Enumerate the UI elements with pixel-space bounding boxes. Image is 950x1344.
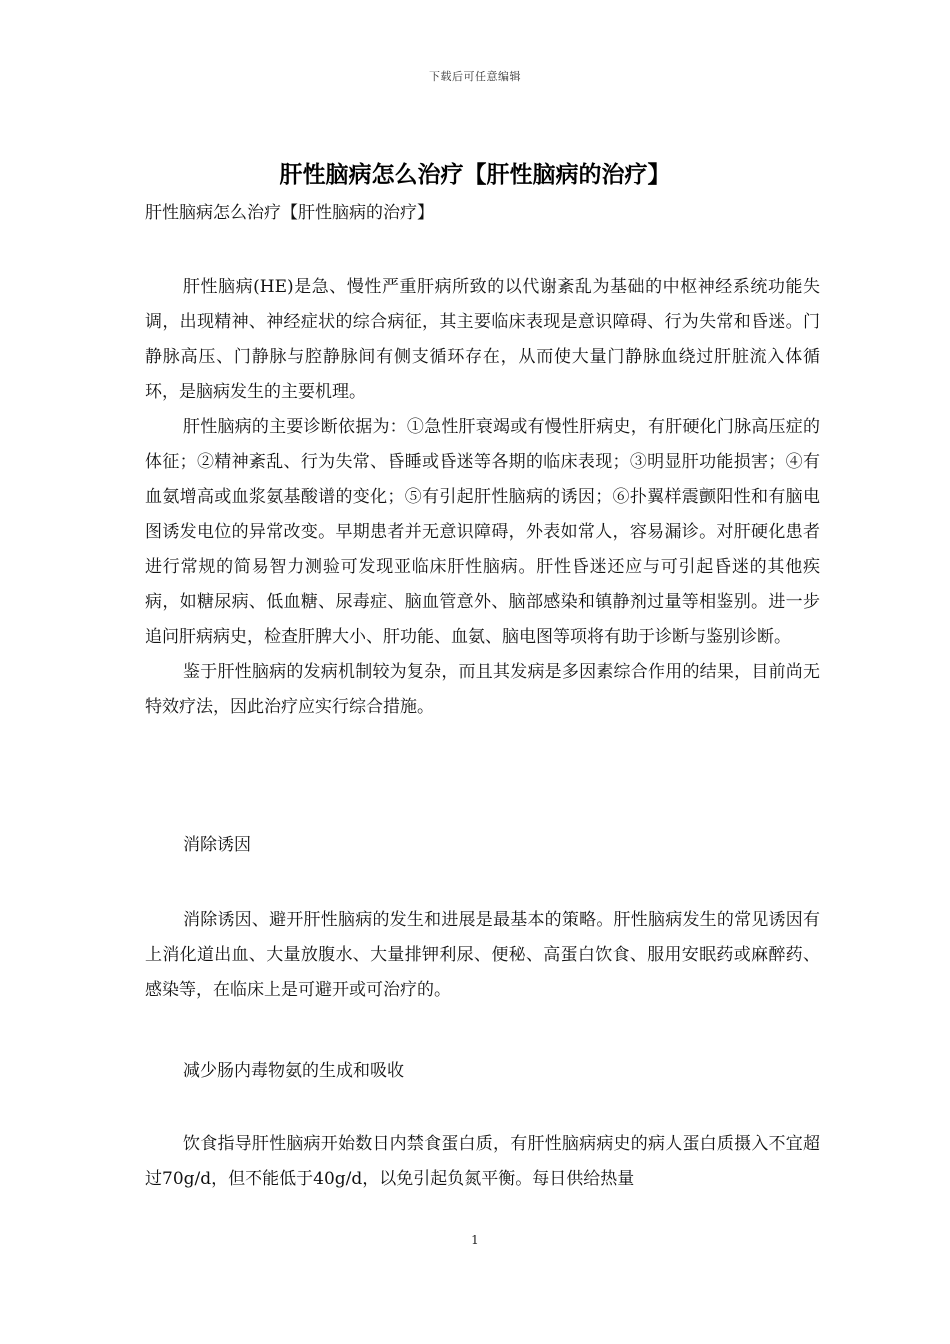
document-subtitle: 肝性脑病怎么治疗【肝性脑病的治疗】	[145, 203, 434, 223]
paragraph-treatment-overview: 鉴于肝性脑病的发病机制较为复杂，而且其发病是多因素综合作用的结果，目前尚无特效疗法，因此治疗应实行综合措施。	[145, 662, 820, 717]
section-heading-remove-triggers: 消除诱因	[183, 835, 251, 855]
paragraph-remove-triggers: 消除诱因、避开肝性脑病的发生和进展是最基本的策略。肝性脑病发生的常见诱因有上消化道出血、大量放腹水、大量排钾利尿、便秘、高蛋白饮食、服用安眠药或麻醉药、感染等，在临床上是可避开或可治疗的。	[145, 910, 820, 1000]
body-block-1	[145, 270, 820, 725]
document-title: 肝性脑病怎么治疗【肝性脑病的治疗】	[279, 162, 671, 188]
section-heading-block-1	[145, 828, 820, 863]
section-heading-block-2	[145, 1054, 820, 1089]
body-block-3	[145, 1127, 820, 1197]
page-number: 1	[471, 1233, 479, 1247]
body-block-2	[145, 903, 820, 1008]
paragraph-diet-guidance: 饮食指导肝性脑病开始数日内禁食蛋白质，有肝性脑病病史的病人蛋白质摄入不宜超过70g/d，但不能低于40g/d，以免引起负氮平衡。每日供给热量	[145, 1134, 820, 1189]
page-header: 下载后可任意编辑	[429, 70, 521, 83]
paragraph-definition: 肝性脑病(HE)是急、慢性严重肝病所致的以代谢紊乱为基础的中枢神经系统功能失调，出现精神、神经症状的综合病征，其主要临床表现是意识障碍、行为失常和昏迷。门静脉高压、门静脉与腔静脉间有侧支循环存在，从而使大量门静脉血绕过肝脏流入体循环，是脑病发生的主要机理。	[145, 277, 820, 402]
section-heading-reduce-ammonia: 减少肠内毒物氨的生成和吸收	[183, 1061, 404, 1081]
paragraph-diagnosis: 肝性脑病的主要诊断依据为：①急性肝衰竭或有慢性肝病史，有肝硬化门脉高压症的体征；②精神紊乱、行为失常、昏睡或昏迷等各期的临床表现；③明显肝功能损害；④有血氨增高或血浆氨基酸谱的变化；⑤有引起肝性脑病的诱因；⑥扑翼样震颤阳性和有脑电图诱发电位的异常改变。早期患者并无意识障碍，外表如常人，容易漏诊。对肝硬化患者进行常规的简易智力测验可发现亚临床肝性脑病。肝性昏迷还应与可引起昏迷的其他疾病，如糖尿病、低血糖、尿毒症、脑血管意外、脑部感染和镇静剂过量等相鉴别。进一步追问肝病病史，检查肝脾大小、肝功能、血氨、脑电图等项将有助于诊断与鉴别诊断。	[145, 417, 820, 647]
